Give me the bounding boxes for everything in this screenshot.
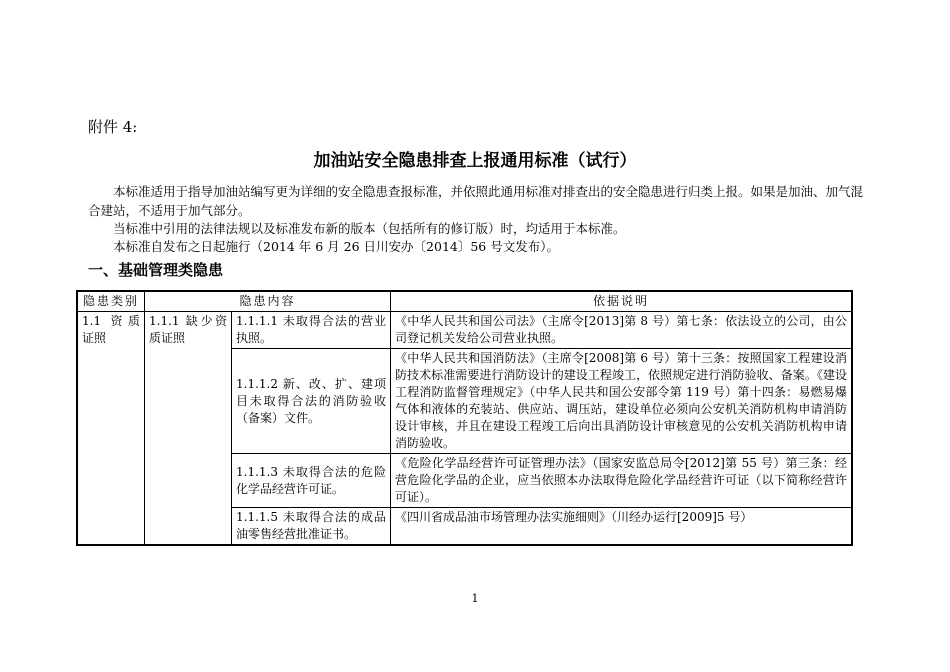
- header-category: 隐患类别: [77, 291, 145, 312]
- content-cell: 1.1.1.3 未取得合法的危险化学品经营许可证。: [232, 454, 391, 508]
- basis-cell: 《四川省成品油市场管理办法实施细则》（川经办运行[2009]5 号）: [391, 508, 853, 546]
- intro-paragraph-1: 本标准适用于指导加油站编写更为详细的安全隐患查报标准，并依照此通用标准对排查出的安全隐患进行归类上报。如果是加油、加气混合建站，不适用于加气部分。: [88, 184, 864, 218]
- category-cell: 1.1 资质证照: [77, 312, 145, 546]
- intro-paragraph-2: 当标准中引用的法律法规以及标准发布新的版本（包括所有的修订版）时，均适用于本标准。: [113, 221, 626, 236]
- intro-paragraph-3: 本标准自发布之日起施行（2014 年 6 月 26 日川安办〔2014〕56 号文发布）。: [113, 239, 559, 254]
- hazard-standard-table: [76, 290, 853, 546]
- table-header-row: [77, 291, 852, 312]
- section-heading: 一、基础管理类隐患: [88, 261, 224, 279]
- page-number: 1: [471, 592, 479, 605]
- header-content: 隐患内容: [145, 291, 391, 312]
- content-cell: 1.1.1.1 未取得合法的营业执照。: [232, 312, 391, 349]
- content-cell: 1.1.1.2 新、改、扩、建项目未取得合法的消防验收（备案）文件。: [232, 349, 391, 454]
- table-row: [77, 312, 852, 349]
- header-basis: 依据说明: [391, 291, 853, 312]
- document-title: 加油站安全隐患排查上报通用标准（试行）: [313, 151, 637, 171]
- attachment-label: 附件 4:: [88, 118, 138, 136]
- subcategory-cell: 1.1.1 缺少资质证照: [145, 312, 232, 546]
- basis-cell: 《中华人民共和国消防法》（主席令[2008]第 6 号）第十三条：按照国家工程建设消防技术标准需要进行消防设计的建设工程竣工，依照规定进行消防验收、备案。《建设工程消防监督管理规定》（中华人民共和国公安部令第 119 号）第十四条：易燃易爆气体和液体的充装站、供应站、调压站，建设单位必须向公安机关消防机构申请消防设计审核，并且在建设工程竣工后向出具消防设计审核意见的公安机关消防机构申请消防验收。: [391, 349, 853, 454]
- basis-cell: 《中华人民共和国公司法》（主席令[2013]第 8 号）第七条：依法设立的公司，由公司登记机关发给公司营业执照。: [391, 312, 853, 349]
- content-cell: 1.1.1.5 未取得合法的成品油零售经营批准证书。: [232, 508, 391, 546]
- basis-cell: 《危险化学品经营许可证管理办法》（国家安监总局令[2012]第 55 号）第三条：经营危险化学品的企业，应当依照本办法取得危险化学品经营许可证（以下简称经营许可证）。: [391, 454, 853, 508]
